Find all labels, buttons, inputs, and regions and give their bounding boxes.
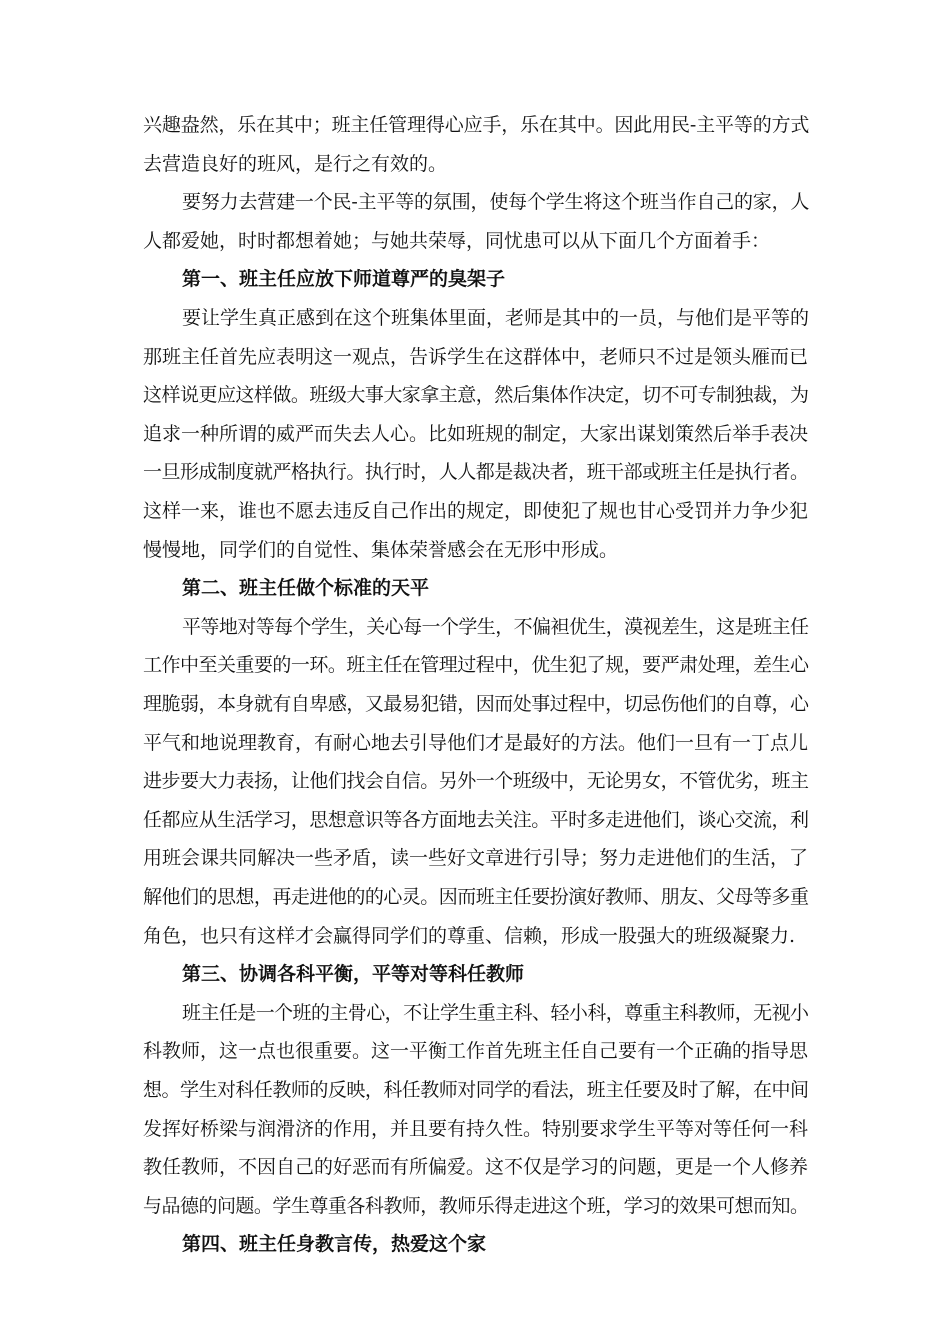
paragraph-line: 解他们的思想，再走进他的的心灵。因而班主任要扮演好教师、朋友、父母等多重	[143, 886, 809, 908]
paragraph-line: 发挥好桥梁与润滑济的作用，并且要有持久性。特别要求学生平等对等任何一科	[143, 1117, 809, 1140]
paragraph-line: 那班主任首先应表明这一观点，告诉学生在这群体中，老师只不过是领头雁而已	[143, 345, 809, 368]
section-heading: 第一、班主任应放下师道尊严的臭架子	[182, 268, 506, 291]
paragraph-line: 去营造良好的班风，是行之有效的。	[143, 152, 448, 175]
section-heading: 第四、班主任身教言传，热爱这个家	[182, 1233, 487, 1256]
paragraph-line: 进步要大力表扬，让他们找会自信。另外一个班级中，无论男女，不管优劣，班主	[143, 770, 809, 793]
paragraph-line: 要让学生真正感到在这个班集体里面，老师是其中的一员，与他们是平等的	[182, 307, 809, 329]
section-heading: 第二、班主任做个标准的天平	[182, 577, 430, 600]
paragraph-line: 慢慢地，同学们的自觉性、集体荣誉感会在无形中形成。	[143, 538, 619, 561]
paragraph-line: 任都应从生活学习，思想意识等各方面地去关注。平时多走进他们，谈心交流，利	[143, 808, 809, 831]
paragraph-line: 用班会课共同解决一些矛盾，读一些好文章进行引导；努力走进他们的生活，了	[143, 847, 809, 870]
paragraph-line: 科教师，这一点也很重要。这一平衡工作首先班主任自己要有一个正确的指导思	[143, 1040, 809, 1063]
paragraph-line: 一旦形成制度就严格执行。执行时，人人都是裁决者，班干部或班主任是执行者。	[143, 461, 809, 484]
paragraph-line: 角色，也只有这样才会赢得同学们的尊重、信赖，形成一股强大的班级凝聚力.	[143, 924, 796, 947]
paragraph-line: 工作中至关重要的一环。班主任在管理过程中，优生犯了规，要严肃处理，差生心	[143, 654, 809, 677]
paragraph-line: 与品德的问题。学生尊重各科教师，教师乐得走进这个班，学习的效果可想而知。	[143, 1194, 809, 1217]
paragraph-line: 这样一来，谁也不愿去违反自己作出的规定，即使犯了规也甘心受罚并力争少犯	[143, 500, 809, 522]
paragraph-line: 理脆弱，本身就有自卑感，又最易犯错，因而处事过程中，切忌伤他们的自尊，心	[143, 693, 809, 715]
paragraph-line: 班主任是一个班的主骨心，不让学生重主科、轻小科，尊重主科教师，无视小	[182, 1001, 809, 1024]
paragraph-line: 要努力去营建一个民-主平等的氛围，使每个学生将这个班当作自己的家，人	[182, 191, 809, 214]
paragraph-line: 教任教师，不因自己的好恶而有所偏爱。这不仅是学习的问题，更是一个人修养	[143, 1156, 809, 1179]
section-heading: 第三、协调各科平衡，平等对等科任教师	[182, 963, 525, 986]
paragraph-line: 平等地对等每个学生，关心每一个学生，不偏袒优生，漠视差生，这是班主任	[182, 615, 809, 638]
paragraph-line: 人都爱她，时时都想着她；与她共荣辱，同忧患可以从下面几个方面着手：	[143, 229, 771, 252]
paragraph-line: 平气和地说理教育，有耐心地去引导他们才是最好的方法。他们一旦有一丁点儿	[143, 731, 809, 754]
paragraph-line: 这样说更应这样做。班级大事大家拿主意，然后集体作决定，切不可专制独裁，为	[143, 384, 809, 407]
paragraph-line: 兴趣盎然，乐在其中；班主任管理得心应手，乐在其中。因此用民-主平等的方式	[143, 114, 809, 136]
paragraph-line: 追求一种所谓的威严而失去人心。比如班规的制定，大家出谋划策然后举手表决	[143, 422, 809, 445]
paragraph-line: 想。学生对科任教师的反映，科任教师对同学的看法，班主任要及时了解，在中间	[143, 1079, 809, 1101]
